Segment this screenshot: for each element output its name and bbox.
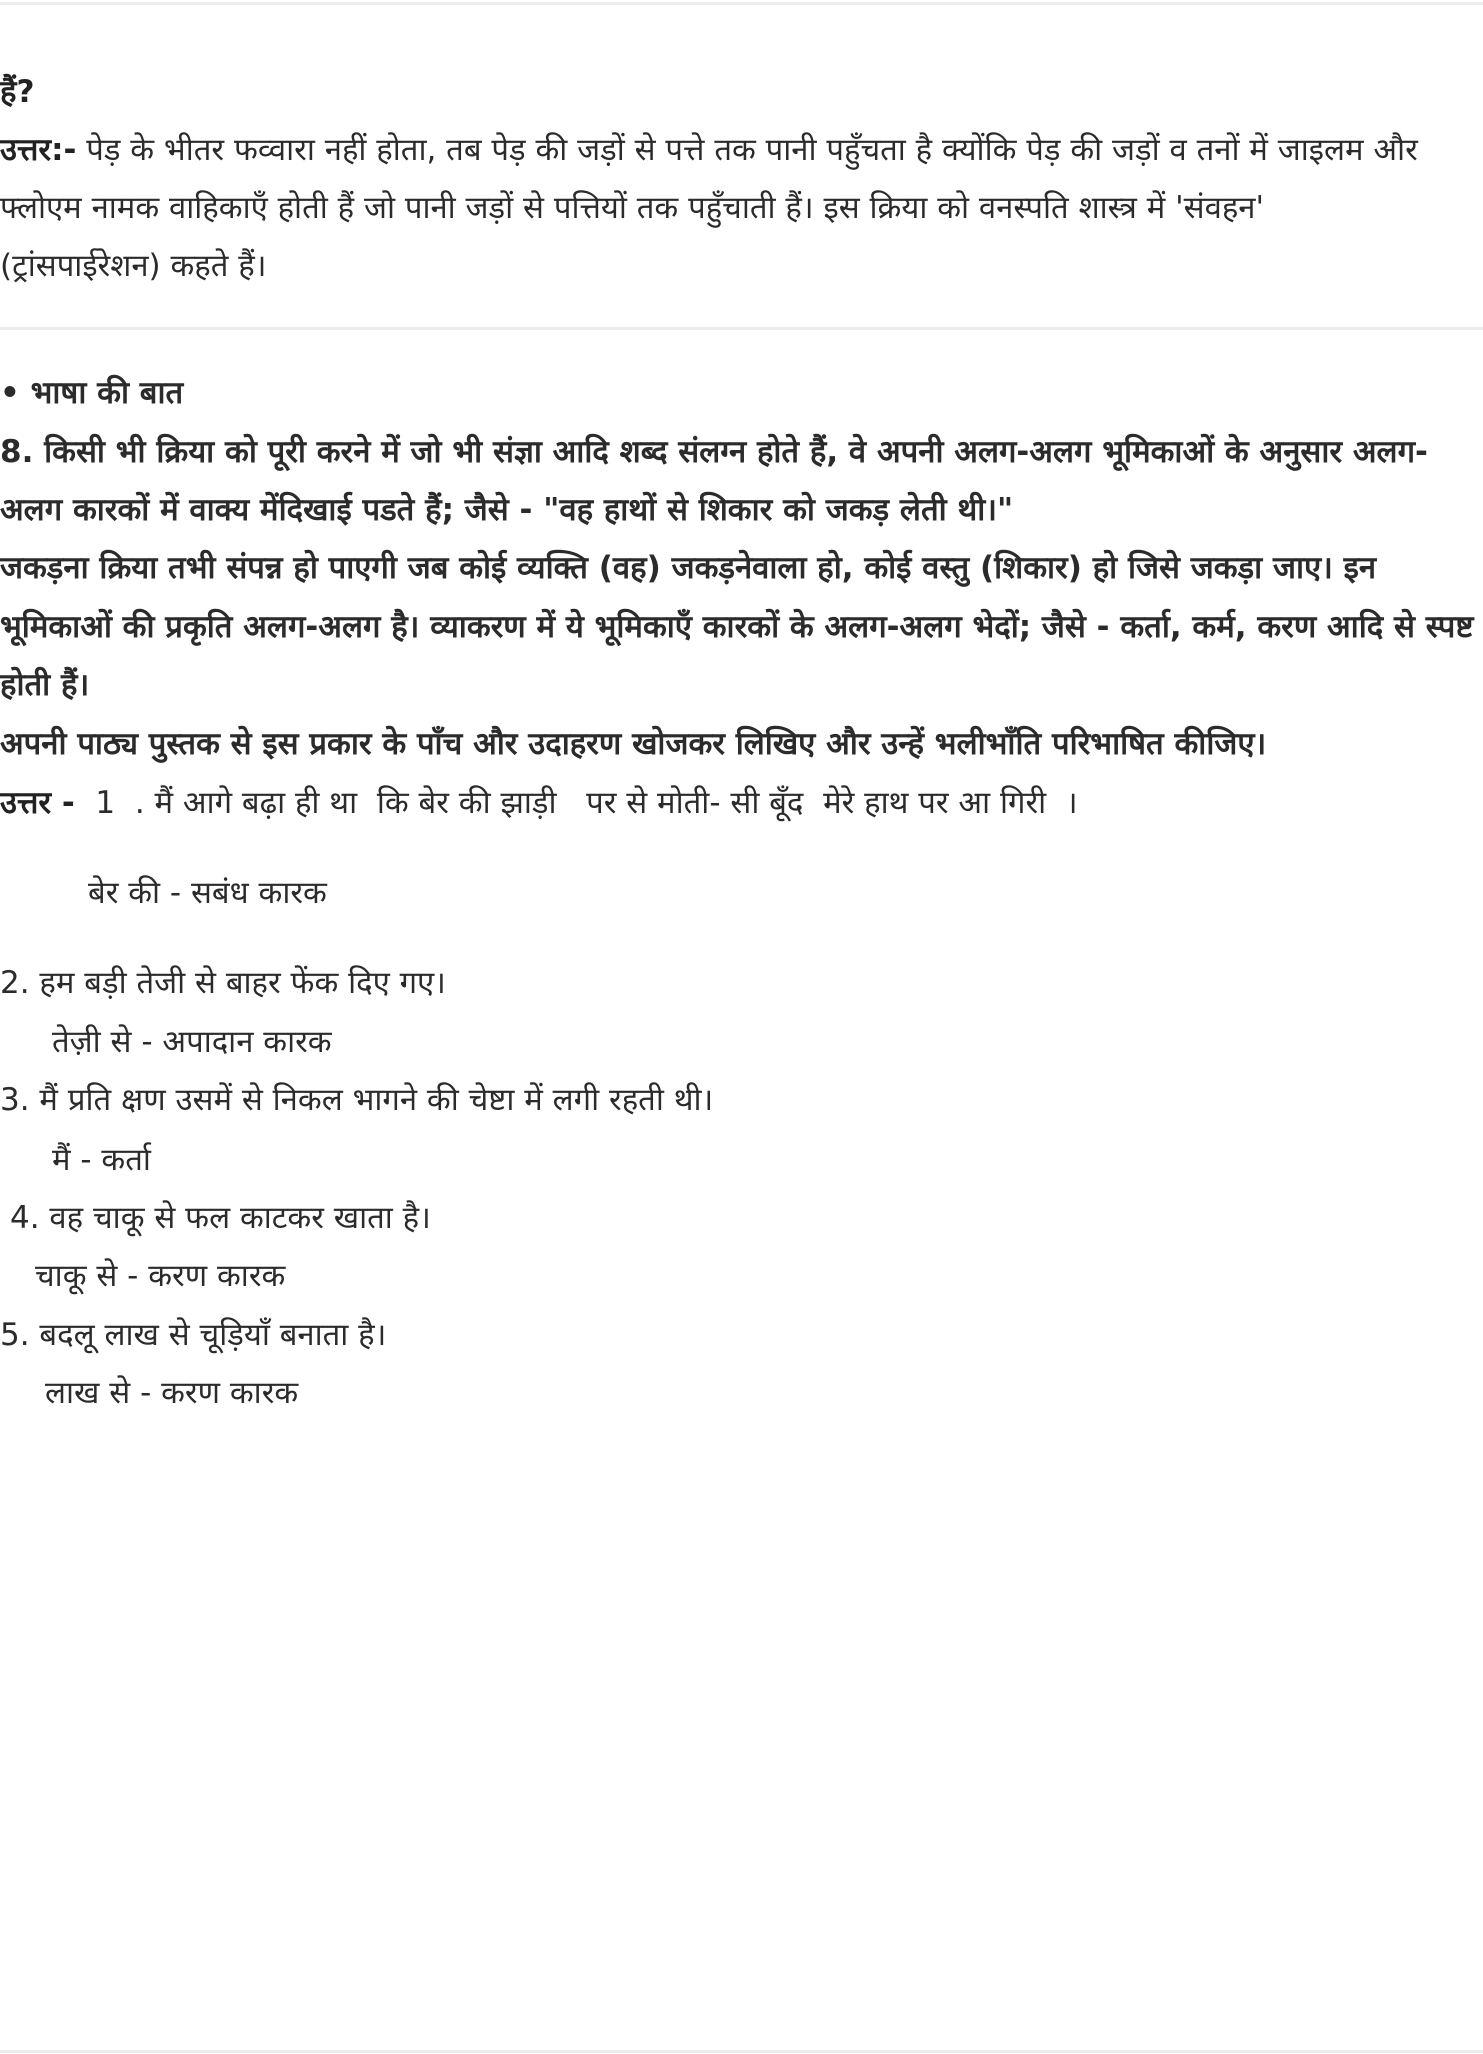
answer-line: फ्लोएम नामक वाहिकाएँ होती हैं जो पानी जड़ों से पत्तियों तक पहुँचाती हैं। इस क्रिया को वनस्पति शास्त्र में 'संवहन'	[0, 190, 1265, 226]
answer-item: 2. हम बड़ी तेजी से बाहर फेंक दिए गए।	[0, 965, 446, 1001]
question-line: होती हैं।	[0, 667, 90, 703]
question-line: जकड़ना क्रिया तभी संपन्न हो पाएगी जब कोई व्यक्ति (वह) जकड़नेवाला हो, कोई वस्तु (शिकार) हो जिसे जकड़ा जाए। इन	[0, 550, 1377, 586]
answer-line: उत्तर:- पेड़ के भीतर फव्वारा नहीं होता, तब पेड़ की जड़ों से पत्ते तक पानी पहुँचता है क्योंकि पेड़ की जड़ों व तनों में जाइलम और	[0, 132, 1418, 168]
answer-line: (ट्रांसपाईरेशन) कहते हैं।	[0, 248, 267, 284]
answer-word: लाख से - करण कारक	[45, 1375, 299, 1411]
section-divider	[0, 327, 1483, 330]
question-line: अलग कारकों में वाक्य मेंदिखाई पडते हैं; जैसे - "वह हाथों से शिकार को जकड़ लेती थी।"	[0, 492, 1014, 528]
answer-item: 3. मैं प्रति क्षण उसमें से निकल भागने की चेष्टा में लगी रहती थी।	[0, 1082, 714, 1118]
answer-item: 4. वह चाकू से फल काटकर खाता है।	[10, 1200, 431, 1236]
answer-word: चाकू से - करण कारक	[35, 1258, 286, 1294]
section-heading: • भाषा की बात	[0, 375, 184, 411]
answer-word: मैं - कर्ता	[52, 1142, 151, 1178]
answer-label: उत्तर:-	[0, 132, 77, 168]
top-divider	[0, 2, 1483, 5]
answer-item: 5. बदलू लाख से चूड़ियाँ बनाता है।	[0, 1317, 387, 1353]
bottom-divider	[0, 2050, 1483, 2053]
answer-item: उत्तर - 1 . मैं आगे बढ़ा ही था कि बेर की झाड़ी पर से मोती- सी बूँद मेरे हाथ पर आ गिरी ।	[0, 785, 1078, 821]
answer-word: तेज़ी से - अपादान कारक	[52, 1024, 332, 1060]
answer-label: उत्तर -	[0, 785, 86, 821]
question-tail: हैं?	[0, 74, 35, 110]
answer-word: बेर की - सबंध कारक	[88, 875, 327, 911]
question-line: भूमिकाओं की प्रकृति अलग-अलग है। व्याकरण में ये भूमिकाएँ कारकों के अलग-अलग भेदों; जैसे - कर्ता, कर्म, करण आदि से स्पष्ट	[0, 609, 1474, 645]
question-line: 8. किसी भी क्रिया को पूरी करने में जो भी संज्ञा आदि शब्द संलग्न होते हैं, वे अपनी अलग-अलग भूमिकाओं के अनुसार अलग-	[0, 434, 1428, 470]
question-line: अपनी पाठ्य पुस्तक से इस प्रकार के पाँच और उदाहरण खोजकर लिखिए और उन्हें भलीभाँति परिभाषित कीजिए।	[0, 726, 1267, 762]
